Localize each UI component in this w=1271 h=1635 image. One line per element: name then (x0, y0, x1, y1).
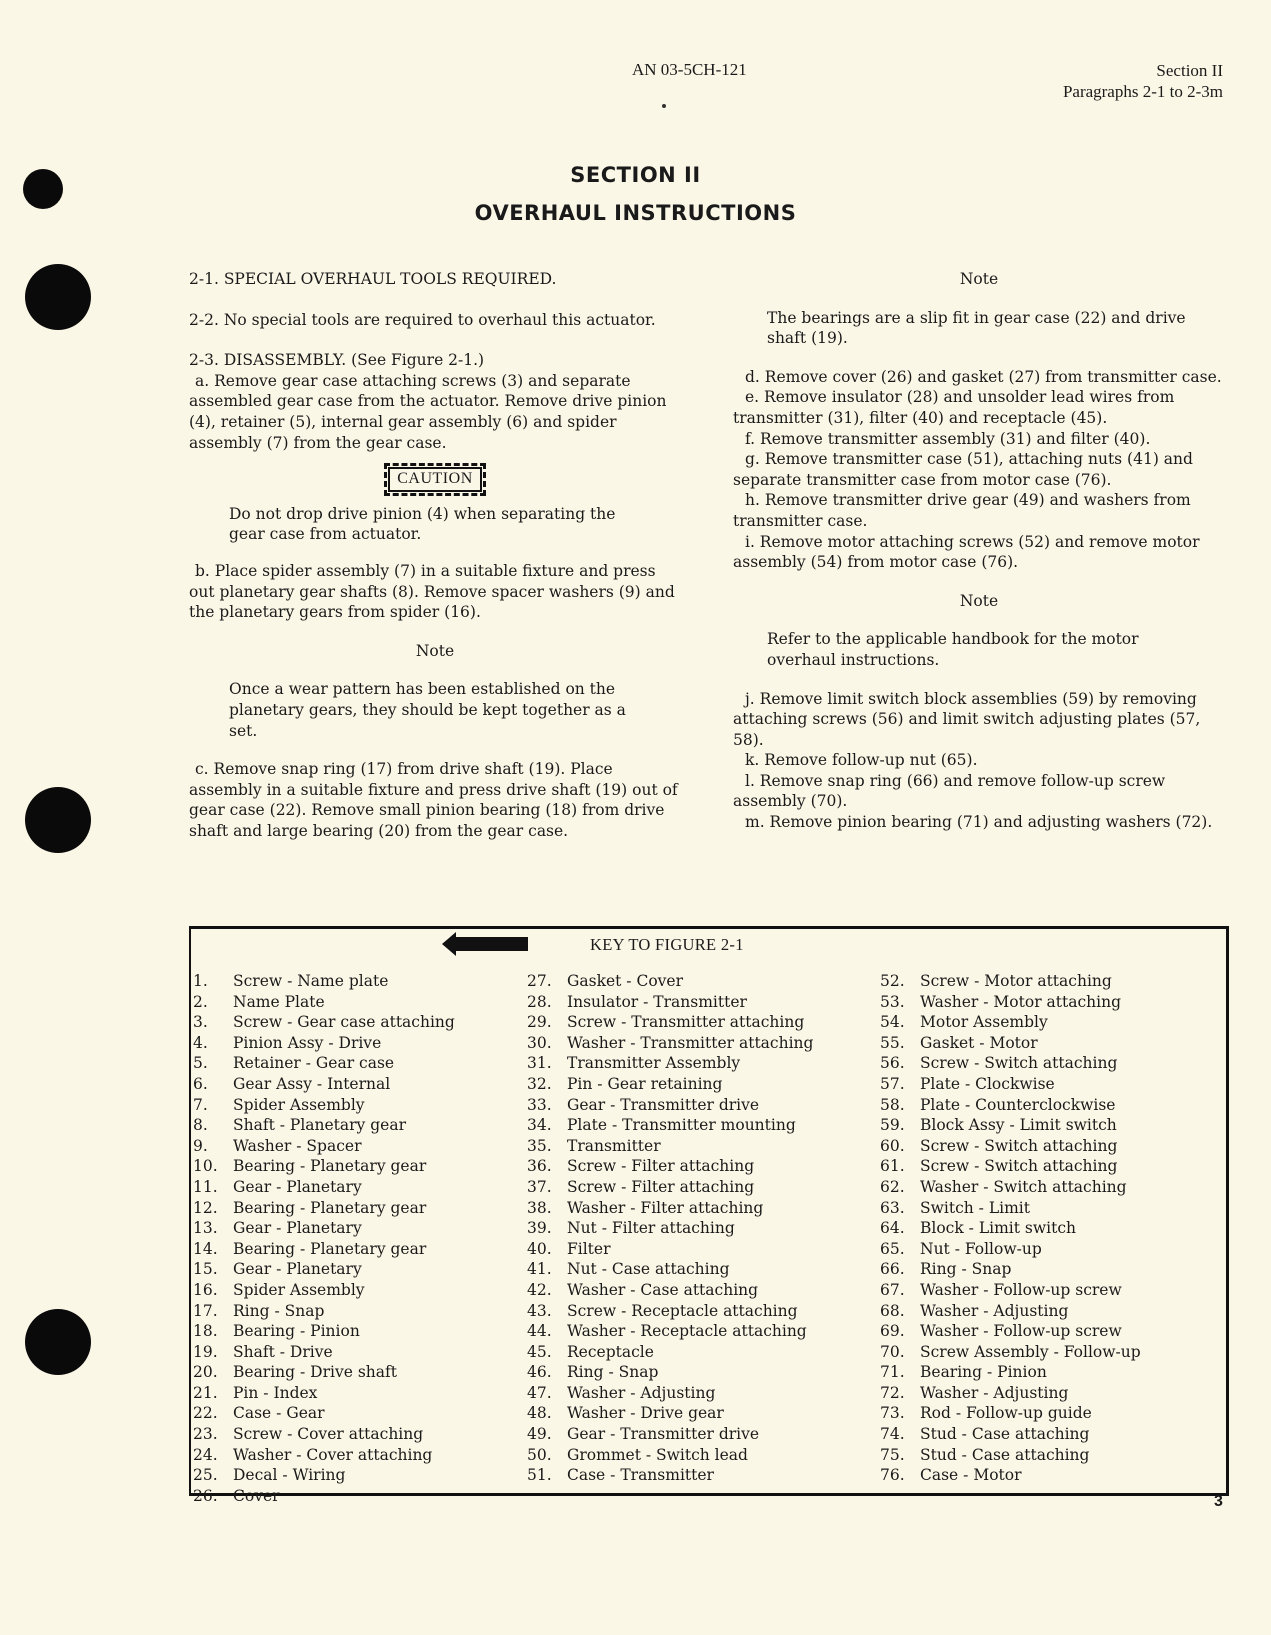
key-item-number: 66. (880, 1260, 905, 1279)
key-item-number: 42. (527, 1280, 552, 1299)
key-item-description: Transmitter Assembly (567, 1054, 741, 1073)
key-item (880, 1465, 1141, 1486)
key-item (527, 1383, 813, 1404)
key-item-number: 76. (880, 1466, 905, 1485)
key-item-description: Bearing - Planetary gear (233, 1157, 427, 1176)
key-item-description: Case - Transmitter (567, 1466, 714, 1485)
key-item-description: Bearing - Pinion (920, 1363, 1047, 1382)
key-item-number: 61. (880, 1157, 905, 1176)
key-item (527, 1445, 813, 1466)
key-item (193, 1383, 455, 1404)
key-item (193, 1280, 455, 1301)
key-item-number: 58. (880, 1095, 905, 1114)
key-item (527, 1177, 813, 1198)
key-item (193, 1156, 455, 1177)
key-item-number: 19. (193, 1342, 218, 1361)
key-item-description: Nut - Filter attaching (567, 1219, 735, 1238)
key-item (193, 1239, 455, 1260)
key-item-description: Plate - Transmitter mounting (567, 1116, 796, 1135)
key-item-description: Screw - Receptacle attaching (567, 1301, 798, 1320)
step-d: d. Remove cover (26) and gasket (27) from transmitter case. (745, 367, 1222, 386)
key-item-description: Washer - Drive gear (567, 1404, 724, 1423)
binder-hole-3 (25, 787, 91, 853)
key-item-description: Transmitter (567, 1136, 661, 1155)
key-item-number: 60. (880, 1136, 905, 1155)
key-item-description: Washer - Filter attaching (567, 1198, 764, 1217)
key-item-number: 3. (193, 1013, 208, 1032)
paragraph-2-1: 2-1. SPECIAL OVERHAUL TOOLS REQUIRED. (189, 270, 557, 288)
key-item-description: Grommet - Switch lead (567, 1445, 748, 1464)
key-item-number: 15. (193, 1260, 218, 1279)
key-item-description: Shaft - Drive (233, 1342, 333, 1361)
key-item (527, 1074, 813, 1095)
key-item-description: Washer - Switch attaching (920, 1177, 1127, 1196)
key-item-number: 71. (880, 1363, 905, 1382)
key-item (193, 1403, 455, 1424)
key-item (880, 1259, 1141, 1280)
key-item-description: Shaft - Planetary gear (233, 1116, 406, 1135)
key-item-description: Ring - Snap (567, 1363, 659, 1382)
key-item-description: Washer - Receptacle attaching (567, 1322, 807, 1341)
key-item-number: 65. (880, 1239, 905, 1258)
key-item-number: 36. (527, 1157, 552, 1176)
key-item-number: 21. (193, 1383, 218, 1402)
left-column (189, 269, 681, 841)
key-item-number: 18. (193, 1322, 218, 1341)
key-item (880, 1012, 1141, 1033)
key-item-description: Bearing - Drive shaft (233, 1363, 397, 1382)
key-item (880, 971, 1141, 992)
key-item-number: 27. (527, 972, 552, 990)
caution-label: CAUTION (384, 463, 486, 496)
paragraph-2-3: 2-3. DISASSEMBLY. (See Figure 2-1.) (189, 351, 485, 370)
key-item-description: Gear - Transmitter drive (567, 1425, 760, 1444)
key-item-number: 7. (193, 1095, 208, 1114)
key-item-description: Gasket - Cover (567, 972, 683, 990)
section-number: SECTION II (570, 163, 701, 187)
key-item-number: 64. (880, 1219, 905, 1238)
key-column-1 (193, 971, 455, 1506)
note-text-2: The bearings are a slip fit in gear case (22) and drive shaft (19). (767, 308, 1186, 348)
caution-box (189, 463, 681, 496)
key-item-description: Bearing - Pinion (233, 1322, 360, 1341)
key-item-number: 54. (880, 1013, 905, 1032)
key-item-number: 17. (193, 1301, 218, 1320)
key-item-number: 34. (527, 1116, 552, 1135)
key-item-number: 5. (193, 1054, 208, 1073)
key-item-description: Gear - Planetary (233, 1219, 362, 1238)
key-item-description: Receptacle (567, 1342, 654, 1361)
right-column (733, 269, 1225, 833)
key-item-description: Washer - Follow-up screw (920, 1322, 1122, 1341)
key-item-description: Stud - Case attaching (920, 1445, 1090, 1464)
key-item (193, 1218, 455, 1239)
key-item-number: 20. (193, 1363, 218, 1382)
document-number: AN 03-5CH-121 (632, 60, 747, 79)
key-item (880, 1218, 1141, 1239)
key-item-number: 68. (880, 1301, 905, 1320)
header-section: Section II (1156, 61, 1223, 80)
bullet-mark (662, 104, 666, 108)
key-item (527, 1362, 813, 1383)
key-column-3 (880, 971, 1141, 1486)
key-item-description: Spider Assembly (233, 1280, 365, 1299)
key-item-number: 6. (193, 1074, 208, 1093)
key-item-description: Washer - Follow-up screw (920, 1280, 1122, 1299)
key-item-description: Bearing - Planetary gear (233, 1239, 427, 1258)
key-item (193, 1012, 455, 1033)
binder-hole-2 (25, 264, 91, 330)
caution-text: Do not drop drive pinion (4) when separating the gear case from actuator. (229, 504, 616, 544)
key-item-description: Nut - Follow-up (920, 1239, 1042, 1258)
key-item-number: 35. (527, 1136, 552, 1155)
note-text-3: Refer to the applicable handbook for the motor overhaul instructions. (767, 630, 1139, 669)
key-item (527, 1033, 813, 1054)
step-a: a. Remove gear case attaching screws (3) and separate assembled gear case from the actuator. Remove drive pinion (4), retainer (5), internal gear assembly (6) and spider assembly (7) from the gear case. (189, 371, 667, 452)
note-label-1: Note (415, 641, 455, 660)
key-item-number: 12. (193, 1198, 218, 1217)
section-heading: OVERHAUL INSTRUCTIONS (474, 201, 797, 225)
key-item-description: Spider Assembly (233, 1095, 365, 1114)
key-item-number: 11. (193, 1177, 218, 1196)
key-item-number: 48. (527, 1404, 552, 1423)
key-item (193, 1095, 455, 1116)
key-item (527, 1218, 813, 1239)
key-item-description: Motor Assembly (920, 1013, 1048, 1032)
key-item-description: Washer - Motor attaching (920, 992, 1122, 1011)
key-item (880, 1403, 1141, 1424)
key-item-number: 1. (193, 972, 208, 990)
header-section-info (1063, 60, 1223, 102)
key-item-number: 57. (880, 1074, 905, 1093)
key-item (880, 992, 1141, 1013)
key-item-description: Insulator - Transmitter (567, 992, 747, 1011)
key-item-number: 67. (880, 1280, 905, 1299)
step-e: e. Remove insulator (28) and unsolder lead wires from transmitter (31), filter (40) and receptacle (45). (733, 388, 1175, 427)
key-item (880, 1362, 1141, 1383)
key-item-number: 14. (193, 1239, 218, 1258)
key-item-number: 75. (880, 1445, 905, 1464)
key-item-description: Plate - Counterclockwise (920, 1095, 1116, 1114)
key-item-description: Block Assy - Limit switch (920, 1116, 1117, 1135)
key-item (527, 1012, 813, 1033)
key-item-description: Switch - Limit (920, 1198, 1030, 1217)
key-item (193, 1445, 455, 1466)
step-g: g. Remove transmitter case (51), attaching nuts (41) and separate transmitter case from motor case (76). (733, 450, 1193, 489)
key-item (193, 1301, 455, 1322)
key-item-description: Washer - Adjusting (920, 1383, 1069, 1402)
key-item (527, 1321, 813, 1342)
step-c: c. Remove snap ring (17) from drive shaft (19). Place assembly in a suitable fixture and press drive shaft (19) out of gear case (22). Remove small pinion bearing (18) from drive shaft and large bearing (20) from the gear case. (189, 760, 678, 840)
key-item-description: Screw Assembly - Follow-up (920, 1342, 1141, 1361)
key-item-description: Screw - Name plate (233, 972, 389, 990)
key-item-description: Washer - Case attaching (567, 1280, 759, 1299)
key-item-description: Gasket - Motor (920, 1033, 1038, 1052)
note-label-2: Note (959, 270, 999, 288)
key-item-description: Pin - Gear retaining (567, 1074, 723, 1093)
key-item-description: Filter (567, 1239, 611, 1258)
key-item (527, 1053, 813, 1074)
key-item (880, 1239, 1141, 1260)
key-column-2 (527, 971, 813, 1486)
key-item (193, 992, 455, 1013)
key-item-number: 44. (527, 1322, 552, 1341)
key-item (193, 1033, 455, 1054)
paragraph-2-2: 2-2. No special tools are required to overhaul this actuator. (189, 310, 656, 329)
key-item-description: Stud - Case attaching (920, 1425, 1090, 1444)
key-item-description: Bearing - Planetary gear (233, 1198, 427, 1217)
key-item-description: Screw - Transmitter attaching (567, 1013, 805, 1032)
key-item-description: Washer - Spacer (233, 1136, 362, 1155)
key-item-number: 23. (193, 1425, 218, 1444)
key-item-description: Ring - Snap (233, 1301, 325, 1320)
key-item (527, 1465, 813, 1486)
key-item (527, 971, 813, 992)
key-item-number: 59. (880, 1116, 905, 1135)
key-item (880, 1033, 1141, 1054)
key-item-description: Washer - Cover attaching (233, 1445, 433, 1464)
key-item (527, 1424, 813, 1445)
key-item-description: Screw - Switch attaching (920, 1136, 1118, 1155)
key-item (193, 1115, 455, 1136)
key-item (193, 1424, 455, 1445)
key-item (880, 1115, 1141, 1136)
key-item (193, 1259, 455, 1280)
key-item (880, 1095, 1141, 1116)
key-item-description: Block - Limit switch (920, 1219, 1076, 1238)
key-item-description: Gear - Transmitter drive (567, 1095, 760, 1114)
key-item-description: Cover (233, 1486, 280, 1505)
key-item (880, 1177, 1141, 1198)
key-item (880, 1301, 1141, 1322)
key-item (193, 1362, 455, 1383)
key-item-description: Screw - Filter attaching (567, 1157, 755, 1176)
key-item (527, 1301, 813, 1322)
key-item-number: 70. (880, 1342, 905, 1361)
key-item-number: 53. (880, 992, 905, 1011)
step-k: k. Remove follow-up nut (65). (745, 751, 978, 770)
key-item-number: 62. (880, 1177, 905, 1196)
key-item-description: Gear - Planetary (233, 1177, 362, 1196)
key-item-number: 46. (527, 1363, 552, 1382)
binder-hole-4 (25, 1309, 91, 1375)
key-item (880, 1445, 1141, 1466)
key-item (880, 1053, 1141, 1074)
key-item-number: 24. (193, 1445, 218, 1464)
key-item (193, 1136, 455, 1157)
key-item (193, 1486, 455, 1507)
step-m: m. Remove pinion bearing (71) and adjusting washers (72). (745, 813, 1213, 832)
key-item-description: Plate - Clockwise (920, 1074, 1055, 1093)
key-item-description: Decal - Wiring (233, 1466, 346, 1485)
key-item-number: 25. (193, 1466, 218, 1485)
key-item-description: Case - Gear (233, 1404, 325, 1423)
note-text-1: Once a wear pattern has been established on the planetary gears, they should be kept together as a set. (229, 680, 626, 740)
header-paragraphs: Paragraphs 2-1 to 2-3m (1062, 82, 1223, 101)
key-item-number: 51. (527, 1466, 552, 1485)
key-item-number: 55. (880, 1033, 905, 1052)
key-item (193, 971, 455, 992)
key-item (193, 1053, 455, 1074)
step-l: l. Remove snap ring (66) and remove follow-up screw assembly (70). (733, 771, 1166, 811)
key-item-number: 38. (527, 1198, 552, 1217)
key-item-number: 47. (527, 1383, 552, 1402)
key-item-description: Pinion Assy - Drive (233, 1033, 382, 1052)
key-item-number: 43. (527, 1301, 552, 1320)
key-item (880, 1342, 1141, 1363)
key-item-description: Retainer - Gear case (233, 1054, 395, 1073)
key-item-number: 72. (880, 1383, 905, 1402)
key-item (880, 1383, 1141, 1404)
key-item-number: 41. (527, 1260, 552, 1279)
key-item-description: Washer - Adjusting (567, 1383, 716, 1402)
key-item-number: 39. (527, 1219, 552, 1238)
key-item (880, 1136, 1141, 1157)
key-item-description: Washer - Adjusting (920, 1301, 1069, 1320)
key-item-description: Rod - Follow-up guide (920, 1404, 1092, 1423)
key-item-number: 22. (193, 1404, 218, 1423)
key-item-number: 56. (880, 1054, 905, 1073)
step-h: h. Remove transmitter drive gear (49) and washers from transmitter case. (733, 491, 1191, 530)
key-item-number: 40. (527, 1239, 552, 1258)
key-item (193, 1074, 455, 1095)
page-number: 3 (1214, 1493, 1223, 1510)
key-item-description: Case - Motor (920, 1466, 1022, 1485)
key-item-number: 63. (880, 1198, 905, 1217)
key-item (193, 1465, 455, 1486)
key-item (193, 1177, 455, 1198)
key-item (527, 1342, 813, 1363)
key-item-number: 29. (527, 1013, 552, 1032)
key-item-number: 30. (527, 1033, 552, 1052)
step-b: b. Place spider assembly (7) in a suitable fixture and press out planetary gear shafts (8). Remove spacer washers (9) and the planetary gears from spider (16). (189, 561, 675, 622)
key-item (880, 1321, 1141, 1342)
key-item-number: 45. (527, 1342, 552, 1361)
left-arrow-icon (442, 931, 528, 957)
step-f: f. Remove transmitter assembly (31) and filter (40). (745, 429, 1151, 448)
key-item (193, 1198, 455, 1219)
key-item (880, 1156, 1141, 1177)
key-item-number: 4. (193, 1033, 208, 1052)
key-item-number: 33. (527, 1095, 552, 1114)
key-item-number: 73. (880, 1404, 905, 1423)
key-item-description: Screw - Motor attaching (920, 972, 1112, 990)
key-item (193, 1321, 455, 1342)
key-item-number: 69. (880, 1322, 905, 1341)
key-item (527, 992, 813, 1013)
key-item-number: 8. (193, 1116, 208, 1135)
note-label-3: Note (959, 591, 999, 610)
key-item-number: 9. (193, 1136, 208, 1155)
key-item (527, 1136, 813, 1157)
key-item-number: 37. (527, 1177, 552, 1196)
key-item (880, 1198, 1141, 1219)
step-j: j. Remove limit switch block assemblies (59) by removing attaching screws (56) and limit switch adjusting plates (57, 58). (733, 689, 1201, 749)
key-item-number: 10. (193, 1157, 218, 1176)
step-i: i. Remove motor attaching screws (52) and remove motor assembly (54) from motor case (76). (733, 532, 1200, 572)
key-item-description: Name Plate (233, 992, 325, 1011)
key-item (880, 1280, 1141, 1301)
key-item (527, 1095, 813, 1116)
key-item-number: 31. (527, 1054, 552, 1073)
key-item-number: 74. (880, 1425, 905, 1444)
key-item (527, 1115, 813, 1136)
key-item-description: Screw - Switch attaching (920, 1157, 1118, 1176)
key-item (527, 1280, 813, 1301)
key-item-description: Screw - Gear case attaching (233, 1013, 455, 1032)
key-item-number: 49. (527, 1425, 552, 1444)
key-item (880, 1424, 1141, 1445)
key-item (527, 1239, 813, 1260)
key-item (880, 1074, 1141, 1095)
key-item-description: Screw - Switch attaching (920, 1054, 1118, 1073)
key-item-number: 26. (193, 1486, 218, 1505)
key-item-number: 50. (527, 1445, 552, 1464)
key-item (527, 1403, 813, 1424)
key-item-number: 16. (193, 1280, 218, 1299)
key-item-number: 2. (193, 992, 208, 1011)
key-item-number: 13. (193, 1219, 218, 1238)
key-item-description: Washer - Transmitter attaching (567, 1033, 814, 1052)
key-item-description: Screw - Cover attaching (233, 1425, 424, 1444)
key-item-description: Gear Assy - Internal (233, 1074, 391, 1093)
key-item (527, 1156, 813, 1177)
key-item (527, 1259, 813, 1280)
key-item-number: 28. (527, 992, 552, 1011)
key-item (527, 1198, 813, 1219)
key-title: KEY TO FIGURE 2-1 (590, 935, 744, 954)
key-item-number: 32. (527, 1074, 552, 1093)
key-item-description: Gear - Planetary (233, 1260, 362, 1279)
key-item-number: 52. (880, 972, 905, 990)
key-item-description: Nut - Case attaching (567, 1260, 730, 1279)
key-item-description: Screw - Filter attaching (567, 1177, 755, 1196)
key-item-description: Ring - Snap (920, 1260, 1012, 1279)
key-item-description: Pin - Index (233, 1383, 318, 1402)
key-item (193, 1342, 455, 1363)
